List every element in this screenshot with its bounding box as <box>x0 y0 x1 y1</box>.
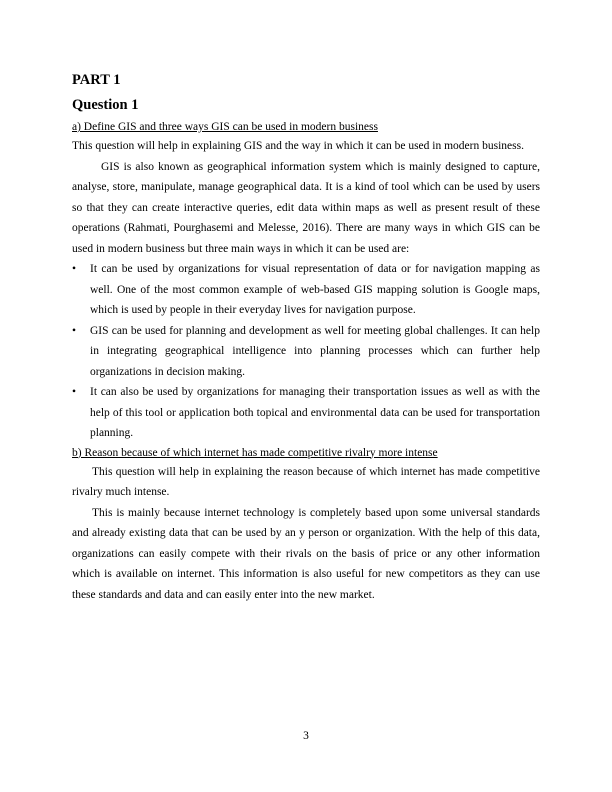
list-item-text: It can also be used by organizations for managing their transportation issues as well as with the help of this tool or application both topical and environmental data can be used for transportation planning. <box>90 386 540 439</box>
section-a-intro: This question will help in explaining GIS and the way in which it can be used in modern business. <box>72 140 524 152</box>
bullet-icon: • <box>72 263 77 275</box>
bullet-icon: • <box>72 324 77 337</box>
bullet-icon: • <box>72 386 77 398</box>
gis-uses-list <box>72 259 540 444</box>
section-b-intro: This question will help in explaining the reason because of which internet has made competitive rivalry much intense. <box>72 465 540 498</box>
question-title: Question 1 <box>72 97 139 113</box>
page-number: 3 <box>303 730 309 742</box>
list-item <box>72 382 540 444</box>
list-item-text: GIS can be used for planning and development as well for meeting global challenges. It can help in integrating geographical intelligence into planning processes which can further help organizations in decision making. <box>90 324 540 378</box>
section-a-body: GIS is also known as geographical information system which is mainly designed to capture, analyse, store, manipulate, manage geographical data. It is a kind of tool which can be used by users so that they can create interactive queries, edit data within maps as well as present result of these operations (Rahmati, Pourghasemi and Melesse, 2016). There are many ways in which GIS can be used in modern business but three main ways in which it can be used are: <box>72 160 540 255</box>
part-title: PART 1 <box>72 72 121 88</box>
section-b-heading: b) Reason because of which internet has made competitive rivalry more intense <box>72 446 438 459</box>
section-a-heading: a) Define GIS and three ways GIS can be used in modern business <box>72 121 378 133</box>
list-item-text: It can be used by organizations for visual representation of data or for navigation mapping as well. One of the most common example of web-based GIS mapping solution is Google maps, which is used by people in their everyday lives for navigation purpose. <box>90 263 540 316</box>
page-content <box>72 70 540 605</box>
section-b-body: This is mainly because internet technology is completely based upon some universal standards and already existing data that can be used by an y person or organization. With the help of this data, organizations can easily compete with their rivals on the basis of price or any other information which is available on internet. This information is also useful for new competitors as they can use these standards and data and can easily enter into the new market. <box>72 506 540 601</box>
list-item <box>72 259 540 321</box>
list-item <box>72 321 540 383</box>
